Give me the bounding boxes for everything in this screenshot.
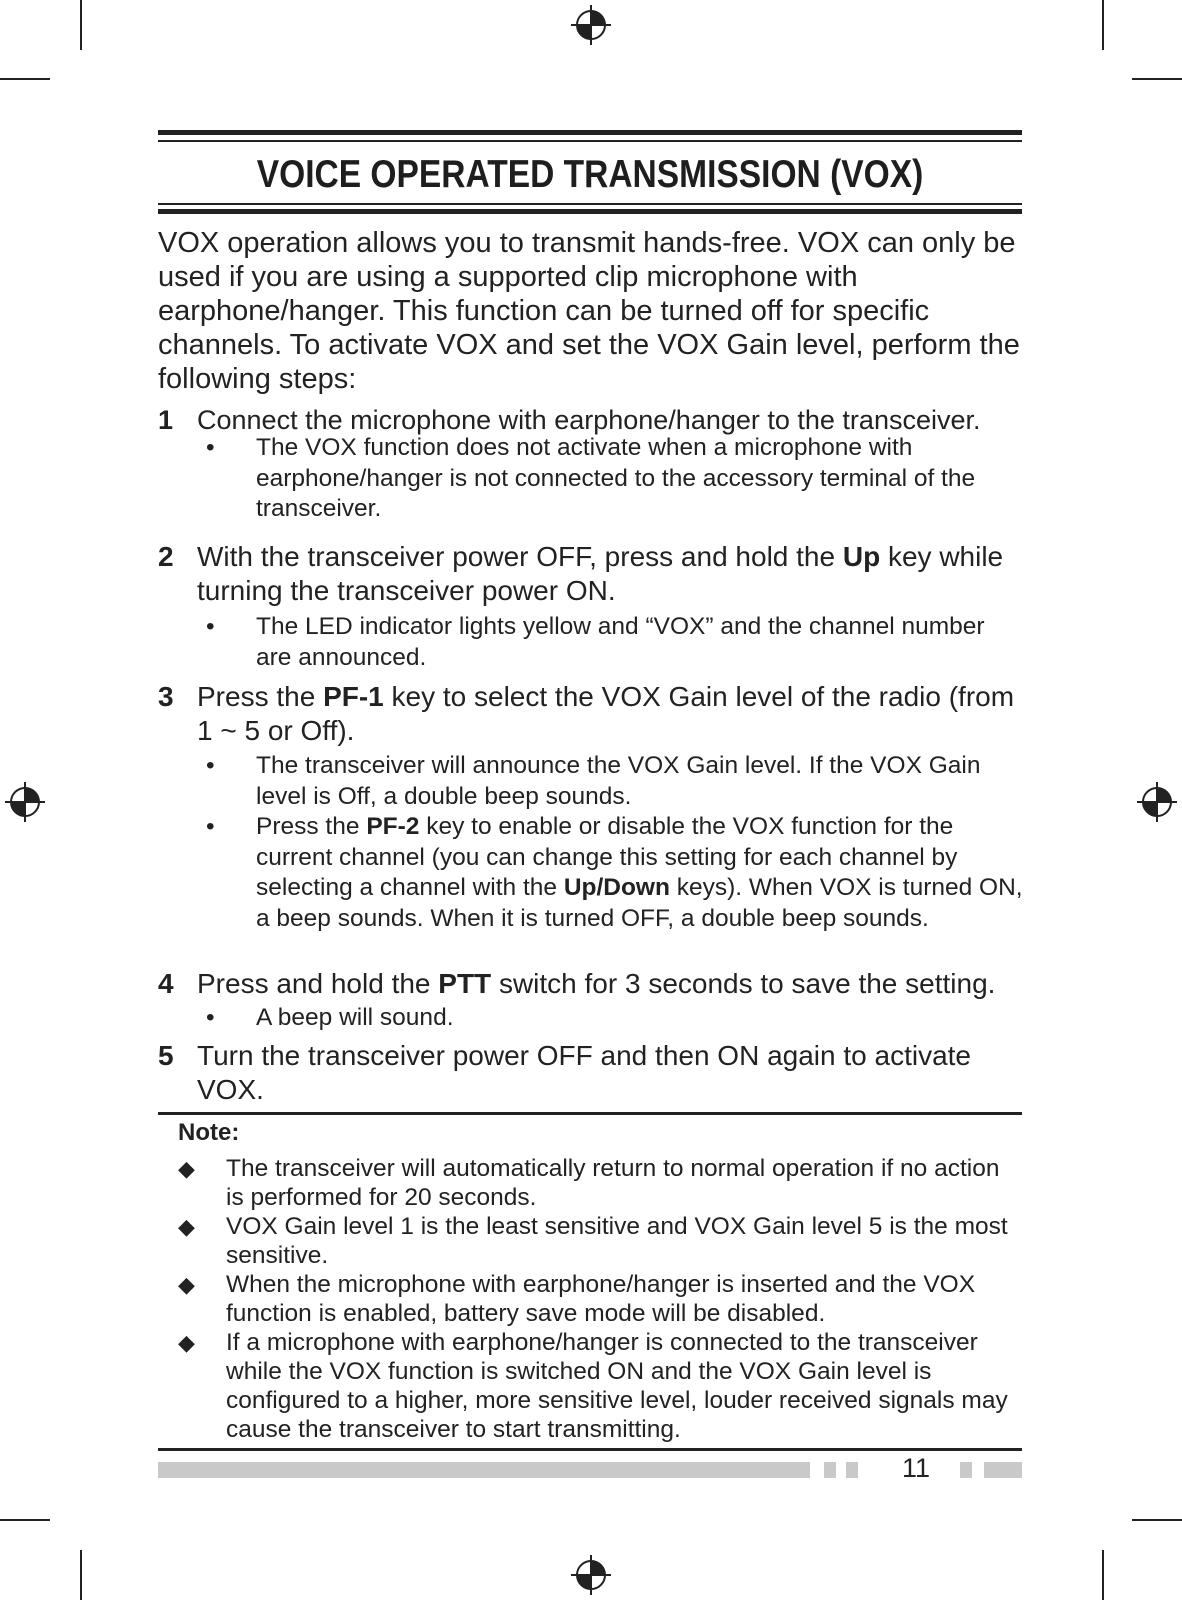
note-text: When the microphone with earphone/hanger is inserted and the VOX function is enabled, battery save mode will be disabled.	[226, 1271, 976, 1327]
step-text: Press and hold the PTT switch for 3 seconds to save the setting.	[197, 968, 996, 999]
registration-mark-icon	[3, 780, 47, 824]
step-text: Connect the microphone with earphone/hanger to the transceiver.	[197, 405, 981, 435]
footer-bar-block	[824, 1462, 836, 1478]
step-3-bullet-2	[206, 812, 1026, 934]
step-number: 4	[158, 968, 174, 999]
diamond-bullet-icon: ◆	[178, 1272, 195, 1297]
diamond-bullet-icon: ◆	[178, 1214, 195, 1239]
note-item	[178, 1270, 1008, 1328]
bullet-text: Press the PF-2 key to enable or disable the VOX function for the current channel (you can change this setting for each channel by selecting a channel with the Up/Down keys). When VOX is turned ON, a beep sounds. When it is turned OFF, a double beep sounds.	[256, 813, 1023, 932]
step-1-bullet	[206, 433, 1026, 525]
note-label: Note:	[178, 1119, 240, 1146]
title-rule	[158, 209, 1022, 214]
bullet-icon: •	[206, 1004, 215, 1031]
crop-mark	[1132, 78, 1182, 80]
footer-bar-block	[846, 1462, 858, 1478]
bullet-icon: •	[206, 613, 215, 640]
title-rule	[158, 130, 1022, 135]
title-rule	[158, 140, 1022, 142]
step-5	[158, 1039, 1028, 1107]
note-text: If a microphone with earphone/hanger is connected to the transceiver while the VOX function is switched ON and the VOX Gain level is configured to a higher, more sensitive level, louder received signals may cause the transceiver to start transmitting.	[226, 1329, 1008, 1443]
note-top-rule	[158, 1112, 1022, 1115]
crop-mark	[1132, 1519, 1182, 1521]
step-text: Turn the transceiver power OFF and then ON again to activate VOX.	[197, 1040, 972, 1105]
note-text: VOX Gain level 1 is the least sensitive and VOX Gain level 5 is the most sensitive.	[226, 1213, 1008, 1269]
intro-paragraph: VOX operation allows you to transmit hands-free. VOX can only be used if you are using a supported clip microphone with earphone/hanger. This function can be turned off for specific channels. To activate VOX and set the VOX Gain level, perform the following steps:	[158, 227, 1020, 395]
bullet-icon: •	[206, 434, 215, 461]
crop-mark	[0, 1519, 50, 1521]
crop-mark	[80, 1550, 82, 1600]
registration-mark-icon	[1135, 780, 1179, 824]
bullet-text: The LED indicator lights yellow and “VOX” and the channel number are announced.	[256, 613, 985, 671]
step-number: 2	[158, 541, 174, 572]
step-text: With the transceiver power OFF, press and hold the Up key while turning the transceiver power ON.	[197, 541, 1004, 606]
crop-mark	[0, 78, 50, 80]
bullet-text: A beep will sound.	[256, 1004, 454, 1031]
title-rule	[158, 203, 1022, 205]
bullet-icon: •	[206, 813, 215, 840]
bullet-icon: •	[206, 752, 215, 779]
step-number: 3	[158, 681, 174, 712]
note-item	[178, 1328, 1008, 1444]
step-1	[158, 403, 1028, 437]
registration-mark-icon	[569, 3, 613, 47]
bullet-text: The VOX function does not activate when a microphone with earphone/hanger is not connected to the accessory terminal of the transceiver.	[256, 434, 976, 522]
note-item	[178, 1212, 1008, 1270]
footer-bar	[158, 1462, 810, 1478]
note-item	[178, 1154, 1008, 1212]
step-3-bullet-1	[206, 751, 1026, 812]
diamond-bullet-icon: ◆	[178, 1330, 195, 1355]
step-4-bullet	[206, 1003, 1026, 1034]
registration-mark-icon	[569, 1553, 613, 1597]
step-2	[158, 540, 1028, 608]
footer-bar	[984, 1462, 1022, 1478]
step-number: 1	[158, 405, 174, 435]
step-2-bullet	[206, 612, 1026, 673]
footer-bar-block	[960, 1462, 972, 1478]
note-bottom-rule	[158, 1448, 1022, 1451]
step-4	[158, 967, 1028, 1001]
bullet-text: The transceiver will announce the VOX Gain level. If the VOX Gain level is Off, a double beep sounds.	[256, 752, 981, 810]
page-number: 11	[902, 1453, 931, 1483]
crop-mark	[1102, 1550, 1104, 1600]
crop-mark	[1102, 0, 1104, 50]
step-3	[158, 680, 1028, 748]
crop-mark	[80, 0, 82, 50]
page-title: VOICE OPERATED TRANSMISSION (VOX)	[256, 153, 924, 196]
step-number: 5	[158, 1040, 174, 1071]
diamond-bullet-icon: ◆	[178, 1156, 195, 1181]
step-text: Press the PF-1 key to select the VOX Gain level of the radio (from 1 ~ 5 or Off).	[197, 681, 1015, 746]
note-text: The transceiver will automatically return to normal operation if no action is performed for 20 seconds.	[226, 1155, 1000, 1211]
